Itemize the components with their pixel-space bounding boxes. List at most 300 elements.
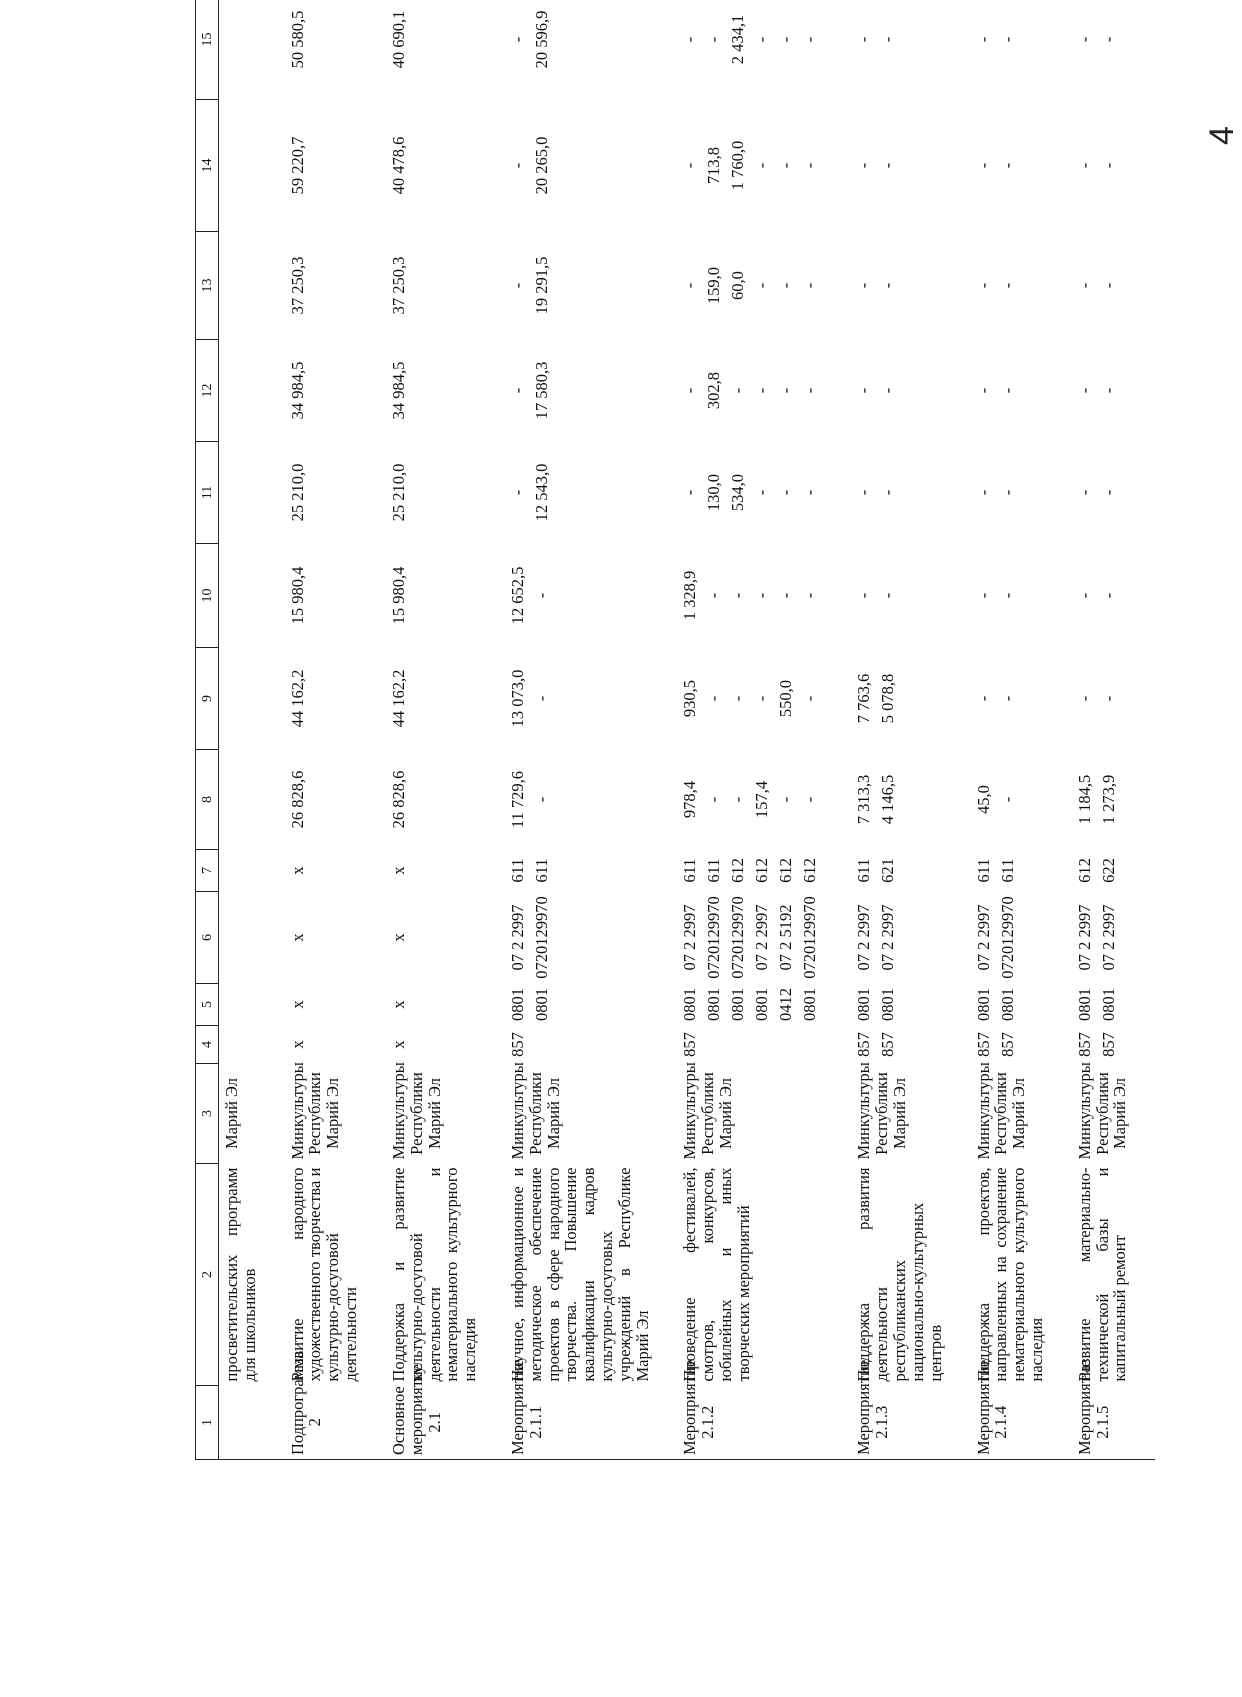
cell-value: 60,0 [728, 271, 748, 300]
cell-value: - [973, 592, 993, 599]
cell-value: - [854, 387, 874, 394]
cell-value: 550,0 [776, 679, 796, 718]
cell-value: - [752, 282, 772, 289]
cell-value: - [507, 489, 527, 496]
cell-value: - [800, 695, 820, 702]
cell-value: - [507, 162, 527, 169]
cell-value: - [1074, 489, 1094, 496]
cell-value: - [878, 162, 898, 169]
value-cell-c9 [285, 648, 362, 750]
cell-value: 159,0 [704, 266, 724, 305]
value-cell-c7 [677, 850, 827, 892]
value-cell-c6 [386, 892, 481, 984]
cell-value: 25 210,0 [388, 463, 408, 522]
value-cell-c15 [386, 0, 481, 100]
cell-value: - [704, 695, 724, 702]
value-cell-c6 [1072, 892, 1131, 984]
value-cell-c9 [677, 648, 827, 750]
cell-value: 07 2 2997 [1074, 904, 1094, 971]
value-cell-c9 [505, 648, 654, 750]
cell-value: - [1074, 387, 1094, 394]
cell-value: - [776, 282, 796, 289]
value-cell-c14 [1072, 100, 1131, 232]
cell-value: х [388, 866, 408, 875]
column-number-15: 15 [196, 0, 219, 100]
row-description-cell: Поддержка развития деятельности республиканских национально-культурных центров [854, 1167, 945, 1382]
cell-value: 40 478,6 [388, 136, 408, 195]
cell-value: - [878, 36, 898, 43]
cell-value [705, 1030, 729, 1060]
value-cell-c13 [386, 232, 481, 340]
cell-value: 0801 [1098, 988, 1118, 1021]
cell-value: 1 328,9 [680, 570, 700, 621]
cell-value: х [388, 1000, 408, 1009]
cell-value: - [800, 796, 820, 803]
cell-value: - [752, 695, 772, 702]
column-number-9: 9 [196, 648, 219, 750]
value-cell-c4 [219, 1026, 261, 1064]
value-cell-c8 [677, 750, 827, 850]
value-cell-c9 [971, 648, 1048, 750]
cell-value: - [1098, 489, 1118, 496]
cell-value: 0801 [1074, 988, 1094, 1021]
cell-value: - [776, 387, 796, 394]
row-spacer [1131, 0, 1155, 1460]
row-description-cell: Проведение фестивалей, смотров, конкурсов, юбилейных и иных творческих мероприятий [680, 1167, 753, 1382]
cell-value: 612 [752, 858, 772, 883]
value-cell-c10 [386, 544, 481, 648]
cell-value: - [878, 489, 898, 496]
cell-value: 611 [854, 858, 874, 883]
value-cell-c8 [285, 750, 362, 850]
table-row [1072, 0, 1131, 1460]
cell-value [223, 652, 247, 746]
cell-value: 622 [1098, 858, 1118, 883]
value-cell-c14 [677, 100, 827, 232]
cell-value: 07 2 2997 [1098, 904, 1118, 971]
value-cell-c4 [971, 1026, 1048, 1064]
cell-value: - [878, 282, 898, 289]
cell-value: 26 828,6 [388, 770, 408, 829]
value-cell-c6 [285, 892, 362, 984]
cell-value: 0801 [800, 988, 820, 1021]
cell-value: - [776, 592, 796, 599]
cell-value: 19 291,5 [531, 256, 551, 315]
cell-value: - [1074, 162, 1094, 169]
table-row [505, 0, 654, 1460]
cell-value [223, 446, 247, 540]
value-cell-c9 [386, 648, 481, 750]
row-spacer-cell [362, 0, 386, 1460]
row-label-cell: Мероприятие 2.1.5 [1072, 1386, 1131, 1460]
cell-value: 0720129970 [704, 896, 724, 979]
cell-value: 611 [531, 858, 551, 883]
column-number-1: 1 [196, 1386, 219, 1460]
row-description-cell: Поддержка проектов, направленных на сохранение нематериального культурного наследия [973, 1167, 1046, 1382]
cell-value: 0801 [854, 988, 874, 1021]
cell-value: - [752, 162, 772, 169]
cell-value: 612 [1074, 858, 1094, 883]
cell-value: - [776, 162, 796, 169]
cell-value: 857 [878, 1032, 898, 1057]
page-number: 4 [1203, 126, 1241, 145]
cell-value: 1 184,5 [1074, 774, 1094, 825]
cell-value [223, 548, 247, 644]
cell-value: 611 [973, 858, 993, 883]
cell-value: 07 2 2997 [878, 904, 898, 971]
cell-value: 0720129970 [800, 896, 820, 979]
cell-value: - [752, 489, 772, 496]
row-executor-cell: Минкультуры Республики Марий Эл [287, 1062, 343, 1160]
cell-value: х [287, 866, 307, 875]
row-spacer-cell [481, 0, 505, 1460]
cell-value: - [680, 282, 700, 289]
row-description-cell: просветительских программ для школьников [222, 1167, 259, 1382]
cell-value: 0720129970 [531, 896, 551, 979]
cell-value: - [752, 592, 772, 599]
value-cell-c5 [971, 984, 1048, 1026]
cell-value: 611 [704, 858, 724, 883]
value-cell-c14 [219, 100, 261, 232]
cell-value: 534,0 [728, 473, 748, 512]
value-cell-c5 [505, 984, 654, 1026]
cell-value: х [287, 1000, 307, 1009]
value-cell-c15 [971, 0, 1048, 100]
cell-value: - [997, 36, 1017, 43]
value-cell-c15 [505, 0, 654, 100]
cell-value: - [997, 592, 1017, 599]
cell-value: 0801 [507, 988, 527, 1021]
cell-value: - [704, 796, 724, 803]
value-cell-c10 [285, 544, 362, 648]
cell-value: 1 760,0 [728, 140, 748, 191]
cell-value [753, 1030, 777, 1060]
cell-value: 59 220,7 [287, 136, 307, 195]
value-cell-c4 [285, 1026, 362, 1064]
value-cell-c5 [851, 984, 946, 1026]
cell-value: 25 210,0 [287, 463, 307, 522]
cell-value [223, 0, 247, 96]
table-row [219, 0, 261, 1460]
cell-value: 20 265,0 [531, 136, 551, 195]
cell-value: 37 250,3 [287, 256, 307, 315]
value-cell-c5 [386, 984, 481, 1026]
cell-value: 0801 [728, 988, 748, 1021]
value-cell-c11 [1072, 442, 1131, 544]
value-cell-c15 [219, 0, 261, 100]
cell-value: 611 [997, 858, 1017, 883]
cell-value [801, 1030, 825, 1060]
row-executor-cell: Минкультуры Республики Марий Эл [854, 1062, 910, 1160]
value-cell-c7 [219, 850, 261, 892]
cell-value: - [878, 592, 898, 599]
value-cell-c14 [851, 100, 946, 232]
cell-value [223, 754, 247, 846]
cell-value: - [878, 387, 898, 394]
table-body [219, 0, 1156, 1460]
cell-value: 07 2 2997 [973, 904, 993, 971]
cell-value: - [854, 162, 874, 169]
cell-value: - [704, 592, 724, 599]
cell-value: 0801 [997, 988, 1017, 1021]
cell-value: - [1074, 282, 1094, 289]
value-cell-c7 [971, 850, 1048, 892]
cell-value: - [973, 162, 993, 169]
cell-value: - [752, 36, 772, 43]
value-cell-c4 [386, 1026, 481, 1064]
cell-value: 50 580,5 [287, 10, 307, 69]
table-row [851, 0, 946, 1460]
cell-value: - [1098, 592, 1118, 599]
row-label-cell: Мероприятие 2.1.3 [851, 1386, 946, 1460]
row-executor-cell: Минкультуры Республики Марий Эл [507, 1062, 563, 1160]
cell-value: 612 [800, 858, 820, 883]
cell-value: - [1098, 282, 1118, 289]
value-cell-c4 [505, 1026, 654, 1064]
cell-value: - [1098, 36, 1118, 43]
value-cell-c11 [971, 442, 1048, 544]
column-number-2: 2 [196, 1164, 219, 1386]
column-number-3: 3 [196, 1064, 219, 1164]
row-spacer [261, 0, 285, 1460]
column-number-7: 7 [196, 850, 219, 892]
cell-value: - [507, 387, 527, 394]
cell-value: - [752, 387, 772, 394]
column-number-12: 12 [196, 340, 219, 442]
row-spacer-cell [1131, 0, 1155, 1460]
cell-value: - [728, 796, 748, 803]
value-cell-c4 [851, 1026, 946, 1064]
cell-value: - [854, 36, 874, 43]
cell-value: 713,8 [704, 146, 724, 185]
cell-value: х [287, 933, 307, 942]
value-cell-c8 [219, 750, 261, 850]
cell-value [223, 854, 247, 888]
row-spacer [827, 0, 851, 1460]
value-cell-c13 [971, 232, 1048, 340]
cell-value: 0801 [752, 988, 772, 1021]
cell-value [223, 104, 247, 228]
cell-value: 34 984,5 [287, 361, 307, 420]
row-description-cell: Развитие народного художественного творчества и культурно-досуговой деятельности [287, 1167, 361, 1382]
value-cell-c12 [285, 340, 362, 442]
cell-value: 0720129970 [728, 896, 748, 979]
column-number-6: 6 [196, 892, 219, 984]
cell-value: - [997, 162, 1017, 169]
row-executor-cell: Минкультуры Республики Марий Эл [388, 1062, 444, 1160]
cell-value: 07 2 2997 [680, 904, 700, 971]
cell-value: - [728, 387, 748, 394]
value-cell-c14 [285, 100, 362, 232]
value-cell-c10 [505, 544, 654, 648]
value-cell-c13 [285, 232, 362, 340]
value-cell-c4 [677, 1026, 827, 1064]
row-executor-cell: Минкультуры Республики Марий Эл [1074, 1062, 1130, 1160]
value-cell-c6 [219, 892, 261, 984]
cell-value [223, 1030, 247, 1060]
row-spacer [481, 0, 505, 1460]
value-cell-c12 [1072, 340, 1131, 442]
value-cell-c5 [677, 984, 827, 1026]
value-cell-c11 [505, 442, 654, 544]
cell-value [729, 1030, 753, 1060]
cell-value: 12 543,0 [531, 463, 551, 522]
value-cell-c15 [851, 0, 946, 100]
value-cell-c6 [505, 892, 654, 984]
column-number-10: 10 [196, 544, 219, 648]
value-cell-c8 [851, 750, 946, 850]
column-number-5: 5 [196, 984, 219, 1026]
row-executor-cell: Минкультуры Республики Марий Эл [973, 1062, 1029, 1160]
cell-value: 2 434,1 [728, 14, 748, 65]
column-number-14: 14 [196, 100, 219, 232]
cell-value: - [973, 282, 993, 289]
cell-value: - [728, 592, 748, 599]
cell-value: - [997, 695, 1017, 702]
cell-value: - [997, 387, 1017, 394]
cell-value: - [531, 592, 551, 599]
table-row [971, 0, 1048, 1460]
cell-value: 0720129970 [997, 896, 1017, 979]
row-label-cell: Мероприятие 2.1.4 [971, 1386, 1048, 1460]
cell-value: 40 690,1 [388, 10, 408, 69]
value-cell-c14 [505, 100, 654, 232]
cell-value: - [1098, 162, 1118, 169]
value-cell-c11 [851, 442, 946, 544]
cell-value: 12 652,5 [507, 566, 527, 625]
cell-value: 0801 [680, 988, 700, 1021]
cell-value: - [704, 36, 724, 43]
cell-value: - [1098, 695, 1118, 702]
cell-value: 857 [1098, 1032, 1118, 1057]
value-cell-c7 [285, 850, 362, 892]
cell-value: - [680, 36, 700, 43]
row-spacer-cell [1048, 0, 1072, 1460]
row-description-cell: Научное, информационное и методическое обеспечение проектов в сфере народного творчества. Повышение квалификации кадров культурно-досуговых учреждений в Республике Марий Эл [507, 1167, 652, 1382]
value-cell-c5 [1072, 984, 1131, 1026]
cell-value: 621 [878, 858, 898, 883]
cell-value [223, 344, 247, 438]
value-cell-c11 [219, 442, 261, 544]
row-label-cell: Подпрограмма 2 [285, 1386, 362, 1460]
row-executor-cell: Марий Эл [222, 1078, 241, 1149]
cell-value [223, 236, 247, 336]
cell-value: 857 [997, 1032, 1017, 1057]
cell-value: 157,4 [752, 780, 772, 819]
value-cell-c6 [971, 892, 1048, 984]
cell-value [223, 988, 247, 1022]
value-cell-c10 [1072, 544, 1131, 648]
column-number-13: 13 [196, 232, 219, 340]
cell-value: 07 2 5192 [776, 904, 796, 971]
value-cell-c7 [1072, 850, 1131, 892]
value-cell-c6 [677, 892, 827, 984]
value-cell-c15 [285, 0, 362, 100]
cell-value: 930,5 [680, 679, 700, 718]
cell-value: - [1074, 592, 1094, 599]
value-cell-c11 [677, 442, 827, 544]
cell-value: - [800, 489, 820, 496]
cell-value: 11 729,6 [507, 770, 527, 829]
value-cell-c14 [971, 100, 1048, 232]
cell-value: х [287, 1040, 307, 1049]
value-cell-c10 [971, 544, 1048, 648]
cell-value: 45,0 [973, 785, 993, 814]
rotated-table-sheet [195, 0, 1130, 1460]
cell-value: - [776, 489, 796, 496]
cell-value: - [728, 695, 748, 702]
row-label-cell [219, 1386, 261, 1460]
value-cell-c12 [851, 340, 946, 442]
value-cell-c7 [505, 850, 654, 892]
value-cell-c13 [219, 232, 261, 340]
value-cell-c12 [386, 340, 481, 442]
cell-value: 0801 [531, 988, 551, 1021]
cell-value: 15 980,4 [287, 566, 307, 625]
row-label-cell: Мероприятие 2.1.2 [677, 1386, 827, 1460]
cell-value: 612 [728, 858, 748, 883]
cell-value: 20 596,9 [531, 10, 551, 69]
cell-value: - [854, 489, 874, 496]
row-spacer [1048, 0, 1072, 1460]
column-number-8: 8 [196, 750, 219, 850]
cell-value: 130,0 [704, 473, 724, 512]
cell-value: - [680, 387, 700, 394]
table-row [386, 0, 481, 1460]
row-spacer [362, 0, 386, 1460]
row-spacer-cell [827, 0, 851, 1460]
cell-value: - [997, 489, 1017, 496]
value-cell-c10 [851, 544, 946, 648]
row-description-cell: Развитие материально-технической базы и капитальный ремонт [1074, 1167, 1130, 1382]
cell-value: 611 [680, 858, 700, 883]
row-label-cell: Мероприятие 2.1.1 [505, 1386, 654, 1460]
cell-value [777, 1030, 801, 1060]
column-number-row [196, 0, 219, 1460]
cell-value: - [680, 162, 700, 169]
row-description-cell: Поддержка и развитие культурно-досуговой деятельности и нематериального культурного наследия [388, 1167, 480, 1382]
cell-value: 0801 [704, 988, 724, 1021]
row-label-cell: Основное мероприятие 2.1 [386, 1386, 481, 1460]
cell-value: 857 [973, 1032, 993, 1057]
row-spacer [653, 0, 677, 1460]
cell-value: - [800, 36, 820, 43]
cell-value: - [973, 695, 993, 702]
cell-value: - [1074, 695, 1094, 702]
row-spacer-cell [947, 0, 971, 1460]
value-cell-c8 [971, 750, 1048, 850]
value-cell-c13 [851, 232, 946, 340]
value-cell-c12 [219, 340, 261, 442]
table-row [677, 0, 827, 1460]
cell-value: 1 273,9 [1098, 774, 1118, 825]
value-cell-c13 [677, 232, 827, 340]
cell-value: - [776, 796, 796, 803]
column-number-11: 11 [196, 442, 219, 544]
table-row [285, 0, 362, 1460]
cell-value: - [973, 489, 993, 496]
cell-value: 07 2 2997 [507, 904, 527, 971]
cell-value: 07 2 2997 [752, 904, 772, 971]
cell-value: 857 [854, 1032, 874, 1057]
cell-value: - [854, 282, 874, 289]
cell-value: 17 580,3 [531, 361, 551, 420]
cell-value: - [973, 36, 993, 43]
cell-value: - [997, 796, 1017, 803]
cell-value: 612 [776, 858, 796, 883]
cell-value: 0412 [776, 988, 796, 1021]
cell-value: 857 [1074, 1032, 1094, 1057]
